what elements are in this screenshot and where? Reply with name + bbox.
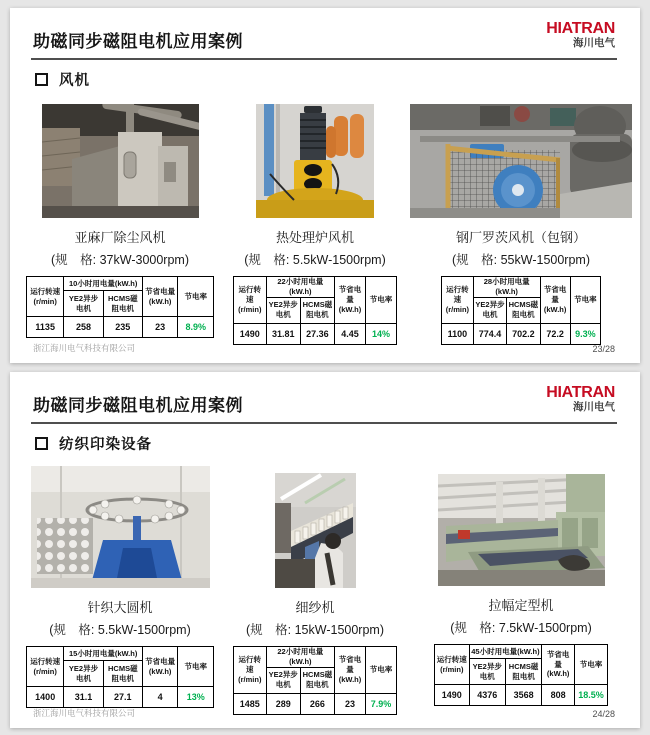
th-hcms: HCMS磁阻电机 [505, 659, 541, 685]
val-rate: 13% [178, 687, 214, 708]
th-usage: 45小时用电量(kW.h) [469, 645, 542, 659]
val-saving: 23 [142, 317, 178, 338]
case-spinning-frame [226, 466, 404, 715]
th-speed: 运行转速 (r/min) [435, 645, 470, 685]
val-saving: 72.2 [540, 323, 570, 344]
val-hcms: 27.1 [103, 687, 142, 708]
case-furnace-fan [226, 104, 404, 345]
photo-steel-plant-roots-blower [410, 104, 632, 218]
company-logo [546, 21, 615, 49]
th-saving: 节省电量 (kW.h) [142, 647, 178, 687]
square-bullet-icon [35, 73, 48, 86]
val-rate: 7.9% [366, 693, 397, 714]
section-heading [35, 433, 152, 454]
case-energy-table [233, 646, 397, 715]
val-rate: 8.9% [178, 317, 214, 338]
val-speed: 1135 [27, 317, 64, 338]
footer-company: 浙江海川电气科技有限公司 [33, 343, 136, 353]
th-saving: 节省电量 (kW.h) [142, 277, 178, 317]
footer-page-number: 23/28 [592, 344, 615, 354]
th-usage: 22小时用电量(kW.h) [266, 277, 334, 298]
title-divider [31, 422, 617, 424]
val-hcms: 3568 [505, 685, 541, 706]
val-rate: 9.3% [570, 323, 600, 344]
th-speed: 运行转速 (r/min) [234, 647, 267, 694]
val-speed: 1490 [435, 685, 470, 706]
case-energy-table [434, 644, 608, 706]
th-rate: 节电率 [366, 277, 397, 324]
footer-company: 浙江海川电气科技有限公司 [33, 708, 136, 718]
case-spec: (规 格: 55kW-1500rpm) [452, 253, 590, 267]
th-ye2: YE2异步电机 [64, 291, 103, 317]
th-usage: 15小时用电量(kW.h) [64, 647, 143, 661]
val-ye2: 774.4 [473, 323, 506, 344]
case-caption: 针织大圆机 [87, 600, 153, 615]
th-hcms: HCMS磁阻电机 [103, 661, 142, 687]
case-energy-table [26, 646, 214, 708]
brand-wordmark: HIATRAN [546, 20, 615, 37]
case-caption: 细纱机 [295, 600, 335, 615]
val-hcms: 27.36 [300, 323, 334, 344]
th-rate: 节电率 [366, 647, 397, 694]
th-saving: 节省电量 (kW.h) [540, 277, 570, 324]
case-energy-table [26, 276, 214, 338]
section-label: 纺织印染设备 [59, 437, 152, 453]
th-usage: 10小时用电量(kW.h) [64, 277, 143, 291]
th-saving: 节省电量 (kW.h) [335, 277, 366, 324]
section-heading [35, 69, 90, 90]
th-ye2: YE2异步电机 [473, 297, 506, 323]
brand-chinese-name: 海川电气 [573, 37, 615, 49]
case-spec: (规 格: 7.5kW-1500rpm) [450, 621, 592, 635]
th-ye2: YE2异步电机 [64, 661, 103, 687]
val-rate: 18.5% [575, 685, 608, 706]
case-stenter-machine [410, 466, 632, 706]
th-hcms: HCMS磁阻电机 [300, 297, 334, 323]
case-caption: 钢厂罗茨风机（包钢） [455, 230, 586, 245]
th-hcms: HCMS磁阻电机 [103, 291, 142, 317]
th-speed: 运行转速 (r/min) [234, 277, 267, 324]
th-rate: 节电率 [178, 647, 214, 687]
photo-spinning-frame [275, 473, 356, 588]
case-roots-blower [410, 104, 632, 345]
val-saving: 4 [142, 687, 178, 708]
th-saving: 节省电量 (kW.h) [542, 645, 575, 685]
case-flax-dust-fan [20, 104, 220, 338]
val-ye2: 4376 [469, 685, 505, 706]
case-spec: (规 格: 15kW-1500rpm) [246, 623, 384, 637]
val-speed: 1400 [27, 687, 64, 708]
slide-title: 助磁同步磁阻电机应用案例 [33, 32, 243, 51]
case-energy-table [233, 276, 397, 345]
title-divider [31, 58, 617, 60]
val-hcms: 266 [300, 693, 334, 714]
case-energy-table [441, 276, 601, 345]
val-saving: 23 [335, 693, 366, 714]
val-speed: 1485 [234, 693, 267, 714]
case-caption: 拉幅定型机 [488, 598, 554, 613]
th-speed: 运行转速 (r/min) [27, 277, 64, 317]
case-caption: 亚麻厂除尘风机 [74, 230, 166, 245]
photo-circular-knitting-machine [31, 466, 210, 588]
case-caption: 热处理炉风机 [275, 230, 354, 245]
val-speed: 1100 [442, 323, 474, 344]
th-saving: 节省电量 (kW.h) [335, 647, 366, 694]
val-hcms: 235 [103, 317, 142, 338]
th-rate: 节电率 [178, 277, 214, 317]
th-usage: 22小时用电量(kW.h) [266, 647, 334, 668]
section-label: 风机 [59, 73, 90, 89]
val-hcms: 702.2 [507, 323, 540, 344]
th-speed: 运行转速 (r/min) [442, 277, 474, 324]
case-spec: (规 格: 5.5kW-1500rpm) [49, 623, 191, 637]
photo-stenter-setting-machine [438, 474, 605, 586]
company-logo [546, 385, 615, 413]
th-rate: 节电率 [575, 645, 608, 685]
th-ye2: YE2异步电机 [469, 659, 505, 685]
photo-heat-treatment-furnace-fan [256, 104, 374, 218]
slide-fans [10, 8, 640, 363]
th-rate: 节电率 [570, 277, 600, 324]
brand-chinese-name: 海川电气 [573, 401, 615, 413]
th-ye2: YE2异步电机 [266, 297, 300, 323]
square-bullet-icon [35, 437, 48, 450]
th-usage: 28小时用电量(kW.h) [473, 277, 540, 298]
th-hcms: HCMS磁阻电机 [507, 297, 540, 323]
case-spec: (规 格: 37kW-3000rpm) [51, 253, 189, 267]
brand-wordmark: HIATRAN [546, 384, 615, 401]
val-saving: 808 [542, 685, 575, 706]
th-speed: 运行转速 (r/min) [27, 647, 64, 687]
val-ye2: 258 [64, 317, 103, 338]
case-spec: (规 格: 5.5kW-1500rpm) [244, 253, 386, 267]
val-ye2: 31.81 [266, 323, 300, 344]
val-ye2: 289 [266, 693, 300, 714]
th-ye2: YE2异步电机 [266, 667, 300, 693]
val-speed: 1490 [234, 323, 267, 344]
val-rate: 14% [366, 323, 397, 344]
footer-page-number: 24/28 [592, 709, 615, 719]
val-ye2: 31.1 [64, 687, 103, 708]
case-circular-knitting-machine [20, 466, 220, 708]
th-hcms: HCMS磁阻电机 [300, 667, 334, 693]
photo-flax-dust-removal-fan [42, 104, 199, 218]
slide-title: 助磁同步磁阻电机应用案例 [33, 396, 243, 415]
val-saving: 4.45 [335, 323, 366, 344]
slide-textile-equipment [10, 372, 640, 728]
